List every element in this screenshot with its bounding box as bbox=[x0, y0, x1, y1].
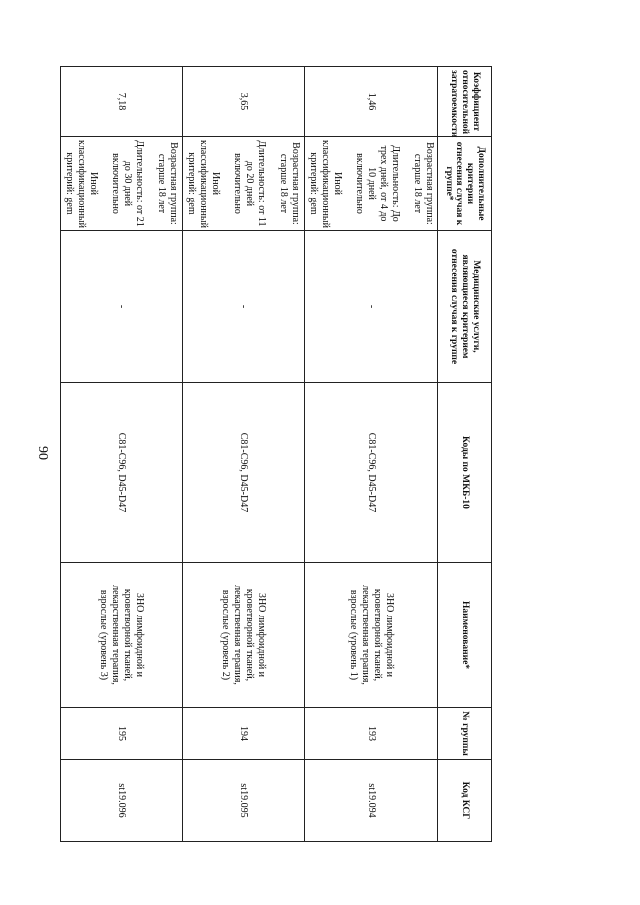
table-header-row bbox=[438, 67, 492, 842]
table-row bbox=[183, 67, 305, 842]
additional-other: Иной классификационный критерий: gem bbox=[186, 140, 222, 228]
page-number: 90 bbox=[35, 446, 50, 460]
cell-mkb: C81-C96, D45-D47 bbox=[183, 383, 305, 563]
cell-coef: 1,46 bbox=[305, 67, 438, 137]
cell-additional bbox=[305, 137, 438, 231]
header-num: № группы bbox=[438, 708, 492, 760]
cell-code: st19.095 bbox=[183, 760, 305, 842]
cell-services: - bbox=[61, 231, 183, 383]
cell-num: 193 bbox=[305, 708, 438, 760]
additional-age: Возрастная группа: старше 18 лет bbox=[412, 142, 435, 225]
cell-mkb: C81-C96, D45-D47 bbox=[61, 383, 183, 563]
table-row bbox=[61, 67, 183, 842]
cell-num: 194 bbox=[183, 708, 305, 760]
cell-services: - bbox=[183, 231, 305, 383]
cell-coef: 7,18 bbox=[61, 67, 183, 137]
header-name: Наименование* bbox=[438, 563, 492, 708]
rotated-table-wrapper bbox=[64, 66, 492, 841]
cell-coef: 3,65 bbox=[183, 67, 305, 137]
header-coef: Коэффициент относительной затратоемкости bbox=[438, 67, 492, 137]
cell-code: st19.096 bbox=[61, 760, 183, 842]
cell-name: ЗНО лимфоидной и кроветворной тканей, лекарственная терапия, взрослые (уровень 3) bbox=[61, 563, 183, 708]
cell-services: - bbox=[305, 231, 438, 383]
header-code: Код КСГ bbox=[438, 760, 492, 842]
cell-additional bbox=[61, 137, 183, 231]
header-mkb: Коды по МКБ-10 bbox=[438, 383, 492, 563]
cell-name: ЗНО лимфоидной и кроветворной тканей, лекарственная терапия, взрослые (уровень 1) bbox=[305, 563, 438, 708]
additional-age: Возрастная группа: старше 18 лет bbox=[156, 142, 180, 225]
table-row bbox=[305, 67, 438, 842]
cell-additional bbox=[183, 137, 305, 231]
additional-other: Иной классификационный критерий: gem bbox=[64, 140, 100, 228]
ksg-table bbox=[60, 66, 492, 842]
additional-duration: Длительность: от 11 до 20 дней включительно bbox=[232, 140, 268, 227]
cell-num: 195 bbox=[61, 708, 183, 760]
additional-age: Возрастная группа: старше 18 лет bbox=[278, 142, 302, 225]
header-additional: Дополнительные критерии отнесения случая к группе* bbox=[438, 137, 492, 231]
cell-name: ЗНО лимфоидной и кроветворной тканей, лекарственная терапия, взрослые (уровень 2) bbox=[183, 563, 305, 708]
additional-other: Иной классификационный критерий: gem bbox=[308, 140, 343, 228]
additional-duration: Длительность: До трех дней, от 4 до 10 дней включительно bbox=[354, 145, 401, 222]
header-services: Медицинские услуги, являющиеся критерием отнесения случая к группе bbox=[438, 231, 492, 383]
cell-code: st19.094 bbox=[305, 760, 438, 842]
cell-mkb: C81-C96, D45-D47 bbox=[305, 383, 438, 563]
additional-duration: Длительность: от 21 до 30 дней включительно bbox=[110, 140, 146, 227]
